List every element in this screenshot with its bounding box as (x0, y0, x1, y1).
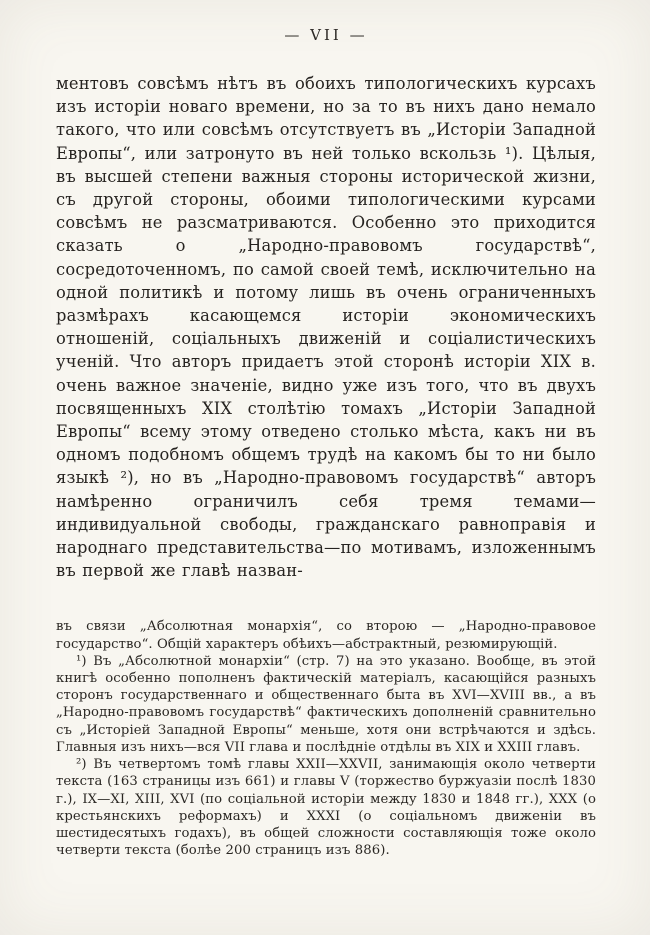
footnotes-section (56, 618, 596, 859)
body-paragraph: ментовъ совсѣмъ нѣтъ въ обоихъ типологическихъ курсахъ изъ исторіи новаго времени, но за то въ нихъ дано немало такого, что или совсѣмъ отсутствуетъ въ „Исторіи Западной Европы“, или затронуто въ ней только вскользь ¹). Цѣлыя, въ высшей степени важныя стороны исторической жизни, съ другой стороны, обоими типологическими курсами совсѣмъ не разсматриваются. Особенно это приходится сказать о „Народно-правовомъ государствѣ“, сосредоточенномъ, по самой своей темѣ, исключительно на одной политикѣ и потому лишь въ очень ограниченныхъ размѣрахъ касающемся исторіи экономическихъ отношеній, соціальныхъ движеній и соціалистическихъ ученій. Что авторъ придаетъ этой сторонѣ исторіи XIX в. очень важное значеніе, видно уже изъ того, что въ двухъ посвященныхъ XIX столѣтію томахъ „Исторіи Западной Европы“ всему этому отведено столько мѣста, какъ ни въ одномъ подобномъ общемъ трудѣ на какомъ бы то ни было языкѣ ²), но въ „Народно-правовомъ государствѣ“ авторъ намѣренно ограничилъ себя тремя темами—индивидуальной свободы, гражданскаго равноправія и народнаго представительства—по мотивамъ, изложеннымъ въ первой же главѣ назван- (56, 74, 596, 581)
page-number: — VII — (284, 26, 368, 44)
footnote-2: ²) Въ четвертомъ томѣ главы XXII—XXVII, занимающія около четверти текста (163 страницы изъ 661) и главы V (торжество буржуазіи послѣ 1830 г.), IX—XI, XIII, XVI (по соціальной исторіи между 1830 и 1848 гг.), XXX (о крестьянскихъ реформахъ) и XXXI (о соціальномъ движеніи въ шестидесятыхъ годахъ), въ общей сложности составляющія тоже около четверти текста (болѣе 200 страницъ изъ 886). (56, 757, 596, 859)
footnote-1: ¹) Въ „Абсолютной монархіи“ (стр. 7) на это указано. Вообще, въ этой книгѣ особенно пополненъ фактическій матеріалъ, касающійся разныхъ сторонъ государственнаго и общественнаго быта въ XVI—XVIII вв., а въ „Народно-правовомъ государствѣ“ фактическихъ дополненій сравнительно съ „Исторіей Западной Европы“ меньше, хотя они встрѣчаются и здѣсь. Главныя изъ нихъ—вся VII глава и послѣдніе отдѣлы въ XIX и XXIII главъ. (56, 653, 596, 755)
main-text-block (56, 72, 596, 582)
footnote-continuation: въ связи „Абсолютная монархія“, со второю — „Народно-правовое государство“. Общій характеръ обѣихъ—абстрактный, резюмирующій. (56, 619, 596, 652)
